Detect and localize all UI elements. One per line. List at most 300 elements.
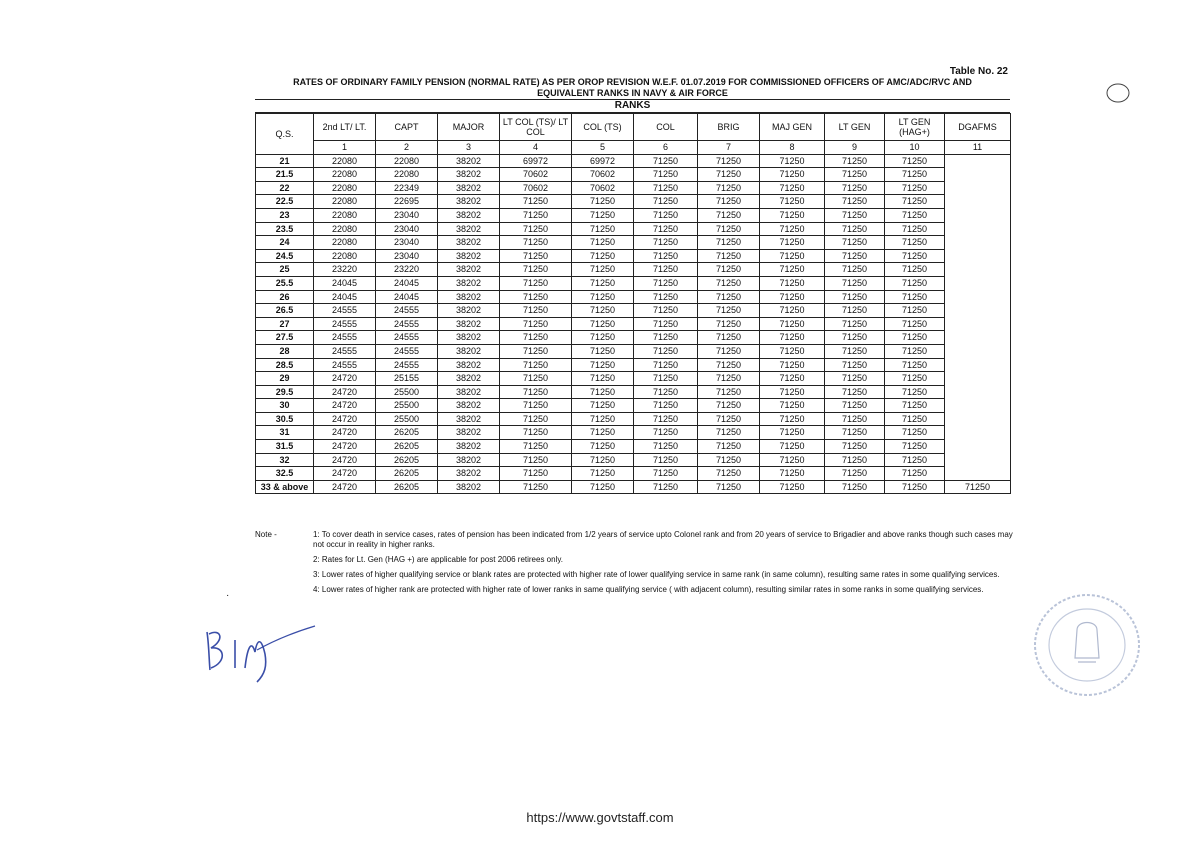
notes-section [255, 530, 1015, 600]
qualifying-service-cell: 26.5 [256, 304, 314, 318]
pension-rate-cell: 71250 [885, 385, 945, 399]
pension-rate-cell: 71250 [500, 344, 572, 358]
table-row [256, 317, 1011, 331]
pension-rate-cell: 71250 [572, 222, 634, 236]
qualifying-service-cell: 33 & above [256, 480, 314, 494]
column-header: COL [634, 114, 698, 141]
pension-rate-cell: 71250 [885, 331, 945, 345]
pension-rate-cell: 71250 [698, 399, 760, 413]
pension-rate-cell: 71250 [634, 208, 698, 222]
pension-rate-cell: 71250 [698, 426, 760, 440]
pension-rate-cell: 71250 [572, 358, 634, 372]
table-row [256, 372, 1011, 386]
table-row [256, 276, 1011, 290]
pension-rate-cell: 23040 [376, 208, 438, 222]
pension-rate-cell: 22080 [314, 168, 376, 182]
note-item: 3: Lower rates of higher qualifying service or blank rates are protected with higher rate of lower qualifying service in same rank (in same column), resulting same rates in some qualifying services. [313, 570, 1000, 579]
column-header: MAJ GEN [760, 114, 825, 141]
pension-rate-cell: 24555 [376, 317, 438, 331]
pension-rate-cell: 71250 [698, 181, 760, 195]
empty-cell [945, 344, 1011, 358]
pension-rate-cell: 71250 [634, 480, 698, 494]
pension-rate-cell: 71250 [698, 480, 760, 494]
column-number: 6 [634, 141, 698, 155]
empty-cell [945, 208, 1011, 222]
pension-rate-cell: 71250 [572, 467, 634, 481]
qualifying-service-cell: 21.5 [256, 168, 314, 182]
pension-rate-cell: 71250 [634, 385, 698, 399]
pension-rate-cell: 24555 [314, 358, 376, 372]
pension-rate-cell: 71250 [885, 412, 945, 426]
pension-rate-cell: 71250 [885, 372, 945, 386]
pension-rate-cell: 71250 [572, 276, 634, 290]
pension-rate-cell: 71250 [885, 249, 945, 263]
pension-rate-cell: 38202 [438, 290, 500, 304]
column-header: Q.S. [256, 114, 314, 155]
pension-rate-cell: 26205 [376, 467, 438, 481]
column-number: 1 [314, 141, 376, 155]
pension-rate-cell: 71250 [885, 236, 945, 250]
pension-rate-cell: 71250 [572, 208, 634, 222]
pension-rate-cell: 24555 [376, 331, 438, 345]
pension-rate-cell: 23220 [376, 263, 438, 277]
footer-url: https://www.govtstaff.com [526, 810, 674, 825]
pension-rate-cell: 71250 [500, 331, 572, 345]
pension-rate-cell: 26205 [376, 440, 438, 454]
pension-rate-cell: 71250 [698, 331, 760, 345]
table-row [256, 358, 1011, 372]
empty-cell [945, 317, 1011, 331]
pension-rate-cell: 22080 [314, 222, 376, 236]
pension-rate-cell: 71250 [634, 372, 698, 386]
pension-rate-cell: 71250 [572, 412, 634, 426]
table-row [256, 181, 1011, 195]
pension-rate-cell: 25500 [376, 399, 438, 413]
pension-rate-cell: 71250 [500, 195, 572, 209]
qualifying-service-cell: 23 [256, 208, 314, 222]
table-row [256, 154, 1011, 168]
pension-rate-cell: 38202 [438, 154, 500, 168]
table-row [256, 467, 1011, 481]
pension-rate-cell: 71250 [825, 412, 885, 426]
note-item: 2: Rates for Lt. Gen (HAG +) are applicable for post 2006 retirees only. [313, 555, 563, 564]
pension-rate-cell: 71250 [634, 290, 698, 304]
pension-rate-cell: 71250 [500, 290, 572, 304]
pension-rate-cell: 71250 [760, 195, 825, 209]
pension-rate-cell: 26205 [376, 426, 438, 440]
pension-rate-cell: 71250 [500, 399, 572, 413]
pension-rate-cell: 71250 [825, 236, 885, 250]
pension-rate-cell: 38202 [438, 399, 500, 413]
pension-rate-cell: 71250 [760, 168, 825, 182]
pension-rate-cell: 71250 [500, 453, 572, 467]
pension-rate-cell: 71250 [885, 467, 945, 481]
pension-rate-cell: 24720 [314, 453, 376, 467]
table-row [256, 263, 1011, 277]
pension-rate-cell: 24045 [314, 290, 376, 304]
pension-rate-cell: 22080 [314, 154, 376, 168]
pension-rate-cell: 71250 [825, 195, 885, 209]
empty-cell [945, 331, 1011, 345]
pension-rate-cell: 71250 [885, 154, 945, 168]
pension-rate-cell: 71250 [885, 181, 945, 195]
pension-rate-cell: 22080 [314, 249, 376, 263]
pension-rate-cell: 38202 [438, 331, 500, 345]
table-row [256, 290, 1011, 304]
pension-table-sheet [255, 66, 1010, 494]
qualifying-service-cell: 26 [256, 290, 314, 304]
table-number: Table No. 22 [949, 66, 1008, 77]
column-number: 9 [825, 141, 885, 155]
table-row [256, 480, 1011, 494]
qualifying-service-cell: 27 [256, 317, 314, 331]
pension-rate-cell: 71250 [634, 358, 698, 372]
pension-rate-cell: 71250 [760, 440, 825, 454]
table-row [256, 440, 1011, 454]
column-header: MAJOR [438, 114, 500, 141]
pension-rate-cell: 38202 [438, 426, 500, 440]
pension-rate-cell: 71250 [825, 263, 885, 277]
pension-rate-cell: 71250 [698, 372, 760, 386]
pension-rate-cell: 23040 [376, 236, 438, 250]
pension-rate-cell: 71250 [885, 317, 945, 331]
pension-rate-cell: 24555 [314, 344, 376, 358]
pension-rate-cell: 71250 [885, 440, 945, 454]
pension-rate-cell: 71250 [760, 399, 825, 413]
column-number: 3 [438, 141, 500, 155]
qualifying-service-cell: 28.5 [256, 358, 314, 372]
pension-rate-cell: 22080 [376, 154, 438, 168]
qualifying-service-cell: 31 [256, 426, 314, 440]
pension-rate-cell: 71250 [634, 154, 698, 168]
pension-rate-cell: 70602 [500, 181, 572, 195]
pension-rate-cell: 69972 [572, 154, 634, 168]
pension-rate-cell: 38202 [438, 249, 500, 263]
pension-rate-cell: 71250 [698, 358, 760, 372]
pension-rate-cell: 69972 [500, 154, 572, 168]
pension-rate-cell: 71250 [500, 467, 572, 481]
pension-rate-cell: 71250 [885, 168, 945, 182]
pension-rate-cell: 71250 [825, 222, 885, 236]
pension-rate-cell: 71250 [760, 344, 825, 358]
pension-rate-cell: 24555 [376, 344, 438, 358]
pension-rate-cell: 24720 [314, 372, 376, 386]
pension-rate-cell: 71250 [698, 195, 760, 209]
pension-rate-cell: 71250 [885, 358, 945, 372]
header-row [256, 114, 1011, 141]
qualifying-service-cell: 29 [256, 372, 314, 386]
pension-rate-cell: 71250 [500, 440, 572, 454]
pension-rate-cell: 38202 [438, 263, 500, 277]
empty-cell [945, 222, 1011, 236]
table-row [256, 195, 1011, 209]
pension-rate-cell: 71250 [760, 385, 825, 399]
pension-rate-cell: 24720 [314, 440, 376, 454]
pension-rate-cell: 24720 [314, 426, 376, 440]
pension-rate-cell: 71250 [760, 372, 825, 386]
pension-rate-cell: 71250 [500, 276, 572, 290]
qualifying-service-cell: 29.5 [256, 385, 314, 399]
pension-rate-cell: 38202 [438, 385, 500, 399]
pension-rate-cell: 71250 [572, 290, 634, 304]
pension-rates-table [255, 113, 1011, 494]
pension-rate-cell: 71250 [572, 440, 634, 454]
table-row [256, 385, 1011, 399]
pension-rate-cell: 71250 [825, 290, 885, 304]
pension-rate-cell: 71250 [760, 222, 825, 236]
pension-rate-cell: 71250 [698, 453, 760, 467]
pension-rate-cell: 71250 [825, 331, 885, 345]
qualifying-service-cell: 25.5 [256, 276, 314, 290]
pension-rate-cell: 71250 [634, 181, 698, 195]
empty-cell [945, 399, 1011, 413]
pension-rate-cell: 24555 [314, 304, 376, 318]
pension-rate-cell: 23040 [376, 222, 438, 236]
pension-rate-cell: 38202 [438, 181, 500, 195]
empty-cell [945, 453, 1011, 467]
pension-rate-cell: 71250 [572, 263, 634, 277]
pension-rate-cell: 71250 [760, 480, 825, 494]
qualifying-service-cell: 23.5 [256, 222, 314, 236]
empty-cell [945, 426, 1011, 440]
pension-rate-cell: 71250 [825, 399, 885, 413]
pension-rate-cell: 24045 [314, 276, 376, 290]
table-title-line2: EQUIVALENT RANKS IN NAVY & AIR FORCE [537, 88, 728, 98]
pension-rate-cell: 71250 [572, 385, 634, 399]
signature-drawing [195, 610, 365, 690]
pension-rate-cell: 71250 [760, 304, 825, 318]
pension-rate-cell: 71250 [760, 290, 825, 304]
pension-rate-cell: 71250 [760, 317, 825, 331]
pension-rate-cell: 71250 [500, 480, 572, 494]
pension-rate-cell: 71250 [760, 249, 825, 263]
pension-rate-cell: 71250 [634, 399, 698, 413]
pension-rate-cell: 22080 [314, 195, 376, 209]
qualifying-service-cell: 22 [256, 181, 314, 195]
signature [195, 610, 365, 695]
empty-cell [945, 412, 1011, 426]
column-number: 7 [698, 141, 760, 155]
tick-mark: · [226, 590, 230, 601]
note-label: Note - [255, 530, 277, 539]
pension-rate-cell: 71250 [634, 195, 698, 209]
pension-rate-cell: 22080 [376, 168, 438, 182]
pension-rate-cell: 71250 [760, 331, 825, 345]
pension-rate-cell: 71250 [634, 276, 698, 290]
pension-rate-cell: 24555 [376, 304, 438, 318]
pension-rate-cell: 71250 [634, 344, 698, 358]
pension-rate-cell: 71250 [825, 154, 885, 168]
pension-rate-cell: 24720 [314, 399, 376, 413]
pension-rate-cell: 71250 [500, 249, 572, 263]
pension-rate-cell: 70602 [572, 181, 634, 195]
pension-rate-cell: 71250 [698, 222, 760, 236]
empty-cell [945, 304, 1011, 318]
pension-rate-cell: 71250 [634, 304, 698, 318]
pension-rate-cell: 71250 [698, 412, 760, 426]
empty-cell [945, 372, 1011, 386]
pension-rate-cell: 71250 [698, 276, 760, 290]
pension-rate-cell: 71250 [634, 467, 698, 481]
pension-rate-cell: 71250 [760, 181, 825, 195]
pension-rate-cell: 38202 [438, 344, 500, 358]
pension-rate-cell: 71250 [634, 236, 698, 250]
pension-rate-cell: 71250 [825, 480, 885, 494]
pension-rate-cell: 71250 [825, 358, 885, 372]
pension-rate-cell: 71250 [825, 181, 885, 195]
pension-rate-cell: 71250 [885, 480, 945, 494]
pension-rate-cell: 71250 [500, 317, 572, 331]
pension-rate-cell: 38202 [438, 208, 500, 222]
column-number: 2 [376, 141, 438, 155]
pension-rate-cell: 71250 [634, 440, 698, 454]
pension-rate-cell: 71250 [698, 154, 760, 168]
pension-rate-cell: 38202 [438, 480, 500, 494]
pension-rate-cell: 71250 [572, 399, 634, 413]
pension-rate-cell: 71250 [698, 249, 760, 263]
pension-rate-cell: 71250 [885, 426, 945, 440]
table-row [256, 453, 1011, 467]
pension-rate-cell: 38202 [438, 276, 500, 290]
pension-rate-cell: 71250 [760, 263, 825, 277]
qualifying-service-cell: 31.5 [256, 440, 314, 454]
ministry-seal [1030, 590, 1145, 705]
pension-rate-cell: 71250 [572, 480, 634, 494]
pension-rate-cell: 71250 [572, 372, 634, 386]
column-header: LT COL (TS)/ LT COL [500, 114, 572, 141]
table-row [256, 331, 1011, 345]
pension-rate-cell: 71250 [634, 331, 698, 345]
notes-list [313, 530, 1015, 600]
pension-rate-cell: 25155 [376, 372, 438, 386]
pension-rate-cell: 71250 [634, 453, 698, 467]
pension-rate-cell: 71250 [760, 236, 825, 250]
pension-rate-cell: 71250 [698, 168, 760, 182]
pension-rate-cell: 71250 [634, 249, 698, 263]
pension-rate-cell: 38202 [438, 453, 500, 467]
qualifying-service-cell: 25 [256, 263, 314, 277]
pension-rate-cell: 71250 [500, 304, 572, 318]
pension-rate-cell: 23040 [376, 249, 438, 263]
pension-rate-cell: 71250 [572, 317, 634, 331]
pension-rate-cell: 71250 [500, 385, 572, 399]
empty-cell [945, 263, 1011, 277]
pension-rate-cell: 71250 [825, 317, 885, 331]
pension-rate-cell: 22080 [314, 236, 376, 250]
pension-rate-cell: 71250 [634, 317, 698, 331]
empty-cell [945, 195, 1011, 209]
pension-rate-cell: 24720 [314, 385, 376, 399]
qualifying-service-cell: 27.5 [256, 331, 314, 345]
pension-rate-cell: 71250 [825, 276, 885, 290]
column-number: 8 [760, 141, 825, 155]
column-header: LT GEN [825, 114, 885, 141]
pension-rate-cell: 71250 [885, 208, 945, 222]
empty-cell [945, 154, 1011, 168]
pension-rate-cell: 71250 [945, 480, 1011, 494]
empty-cell [945, 290, 1011, 304]
pension-rate-cell: 38202 [438, 304, 500, 318]
pension-rate-cell: 26205 [376, 480, 438, 494]
pension-rate-cell: 71250 [698, 304, 760, 318]
pension-rate-cell: 71250 [572, 195, 634, 209]
pension-rate-cell: 71250 [572, 249, 634, 263]
pension-rate-cell: 71250 [500, 222, 572, 236]
pension-rate-cell: 71250 [885, 344, 945, 358]
table-row [256, 304, 1011, 318]
table-row [256, 412, 1011, 426]
pension-rate-cell: 38202 [438, 412, 500, 426]
table-row [256, 249, 1011, 263]
pension-rate-cell: 25500 [376, 412, 438, 426]
pension-rate-cell: 71250 [634, 263, 698, 277]
column-number-row [256, 141, 1011, 155]
pension-rate-cell: 24720 [314, 412, 376, 426]
pension-rate-cell: 22080 [314, 181, 376, 195]
pension-rate-cell: 71250 [825, 385, 885, 399]
pension-rate-cell: 71250 [698, 290, 760, 304]
pension-rate-cell: 71250 [885, 222, 945, 236]
pension-rate-cell: 71250 [698, 440, 760, 454]
note-item: 4: Lower rates of higher rank are protected with higher rate of lower ranks in same qualifying service ( with adjacent column), resulting similar rates in some ranks in some qualifying services. [313, 585, 984, 594]
table-row [256, 344, 1011, 358]
pension-rate-cell: 71250 [825, 467, 885, 481]
pension-rate-cell: 71250 [825, 453, 885, 467]
pension-rate-cell: 71250 [634, 412, 698, 426]
table-title-line1: RATES OF ORDINARY FAMILY PENSION (NORMAL RATE) AS PER OROP REVISION W.E.F. 01.07.2019 FOR COMMISSIONED OFFICERS OF AMC/ADC/RVC AND [293, 77, 972, 87]
empty-cell [945, 236, 1011, 250]
pension-rate-cell: 71250 [885, 195, 945, 209]
pension-rate-cell: 24555 [314, 317, 376, 331]
qualifying-service-cell: 21 [256, 154, 314, 168]
empty-cell [945, 358, 1011, 372]
pension-rate-cell: 71250 [885, 453, 945, 467]
empty-cell [945, 168, 1011, 182]
pension-rate-cell: 71250 [698, 467, 760, 481]
column-header: LT GEN (HAG+) [885, 114, 945, 141]
pension-rate-cell: 71250 [885, 399, 945, 413]
pension-rate-cell: 71250 [500, 263, 572, 277]
pension-rate-cell: 71250 [500, 358, 572, 372]
pension-rate-cell: 71250 [572, 426, 634, 440]
pension-rate-cell: 71250 [500, 208, 572, 222]
pension-rate-cell: 38202 [438, 236, 500, 250]
pension-rate-cell: 71250 [500, 372, 572, 386]
pension-rate-cell: 24555 [376, 358, 438, 372]
column-header: 2nd LT/ LT. [314, 114, 376, 141]
qualifying-service-cell: 30 [256, 399, 314, 413]
qualifying-service-cell: 22.5 [256, 195, 314, 209]
pension-rate-cell: 71250 [825, 344, 885, 358]
pension-rate-cell: 71250 [825, 208, 885, 222]
pension-rate-cell: 38202 [438, 467, 500, 481]
empty-cell [945, 467, 1011, 481]
qualifying-service-cell: 24.5 [256, 249, 314, 263]
pension-rate-cell: 71250 [760, 154, 825, 168]
pension-rate-cell: 71250 [760, 467, 825, 481]
pension-rate-cell: 71250 [634, 222, 698, 236]
column-number: 5 [572, 141, 634, 155]
pension-rate-cell: 71250 [825, 426, 885, 440]
pension-rate-cell: 71250 [572, 453, 634, 467]
note-item: 1: To cover death in service cases, rates of pension has been indicated from 1/2 years of service upto Colonel rank and from 20 years of service to Brigadier and above ranks though such cases may not occur in reality in higher ranks. [313, 530, 1013, 549]
pension-rate-cell: 71250 [885, 263, 945, 277]
pension-rate-cell: 71250 [572, 331, 634, 345]
column-header: CAPT [376, 114, 438, 141]
pension-rate-cell: 71250 [500, 236, 572, 250]
pension-rate-cell: 71250 [825, 304, 885, 318]
pension-rate-cell: 38202 [438, 222, 500, 236]
